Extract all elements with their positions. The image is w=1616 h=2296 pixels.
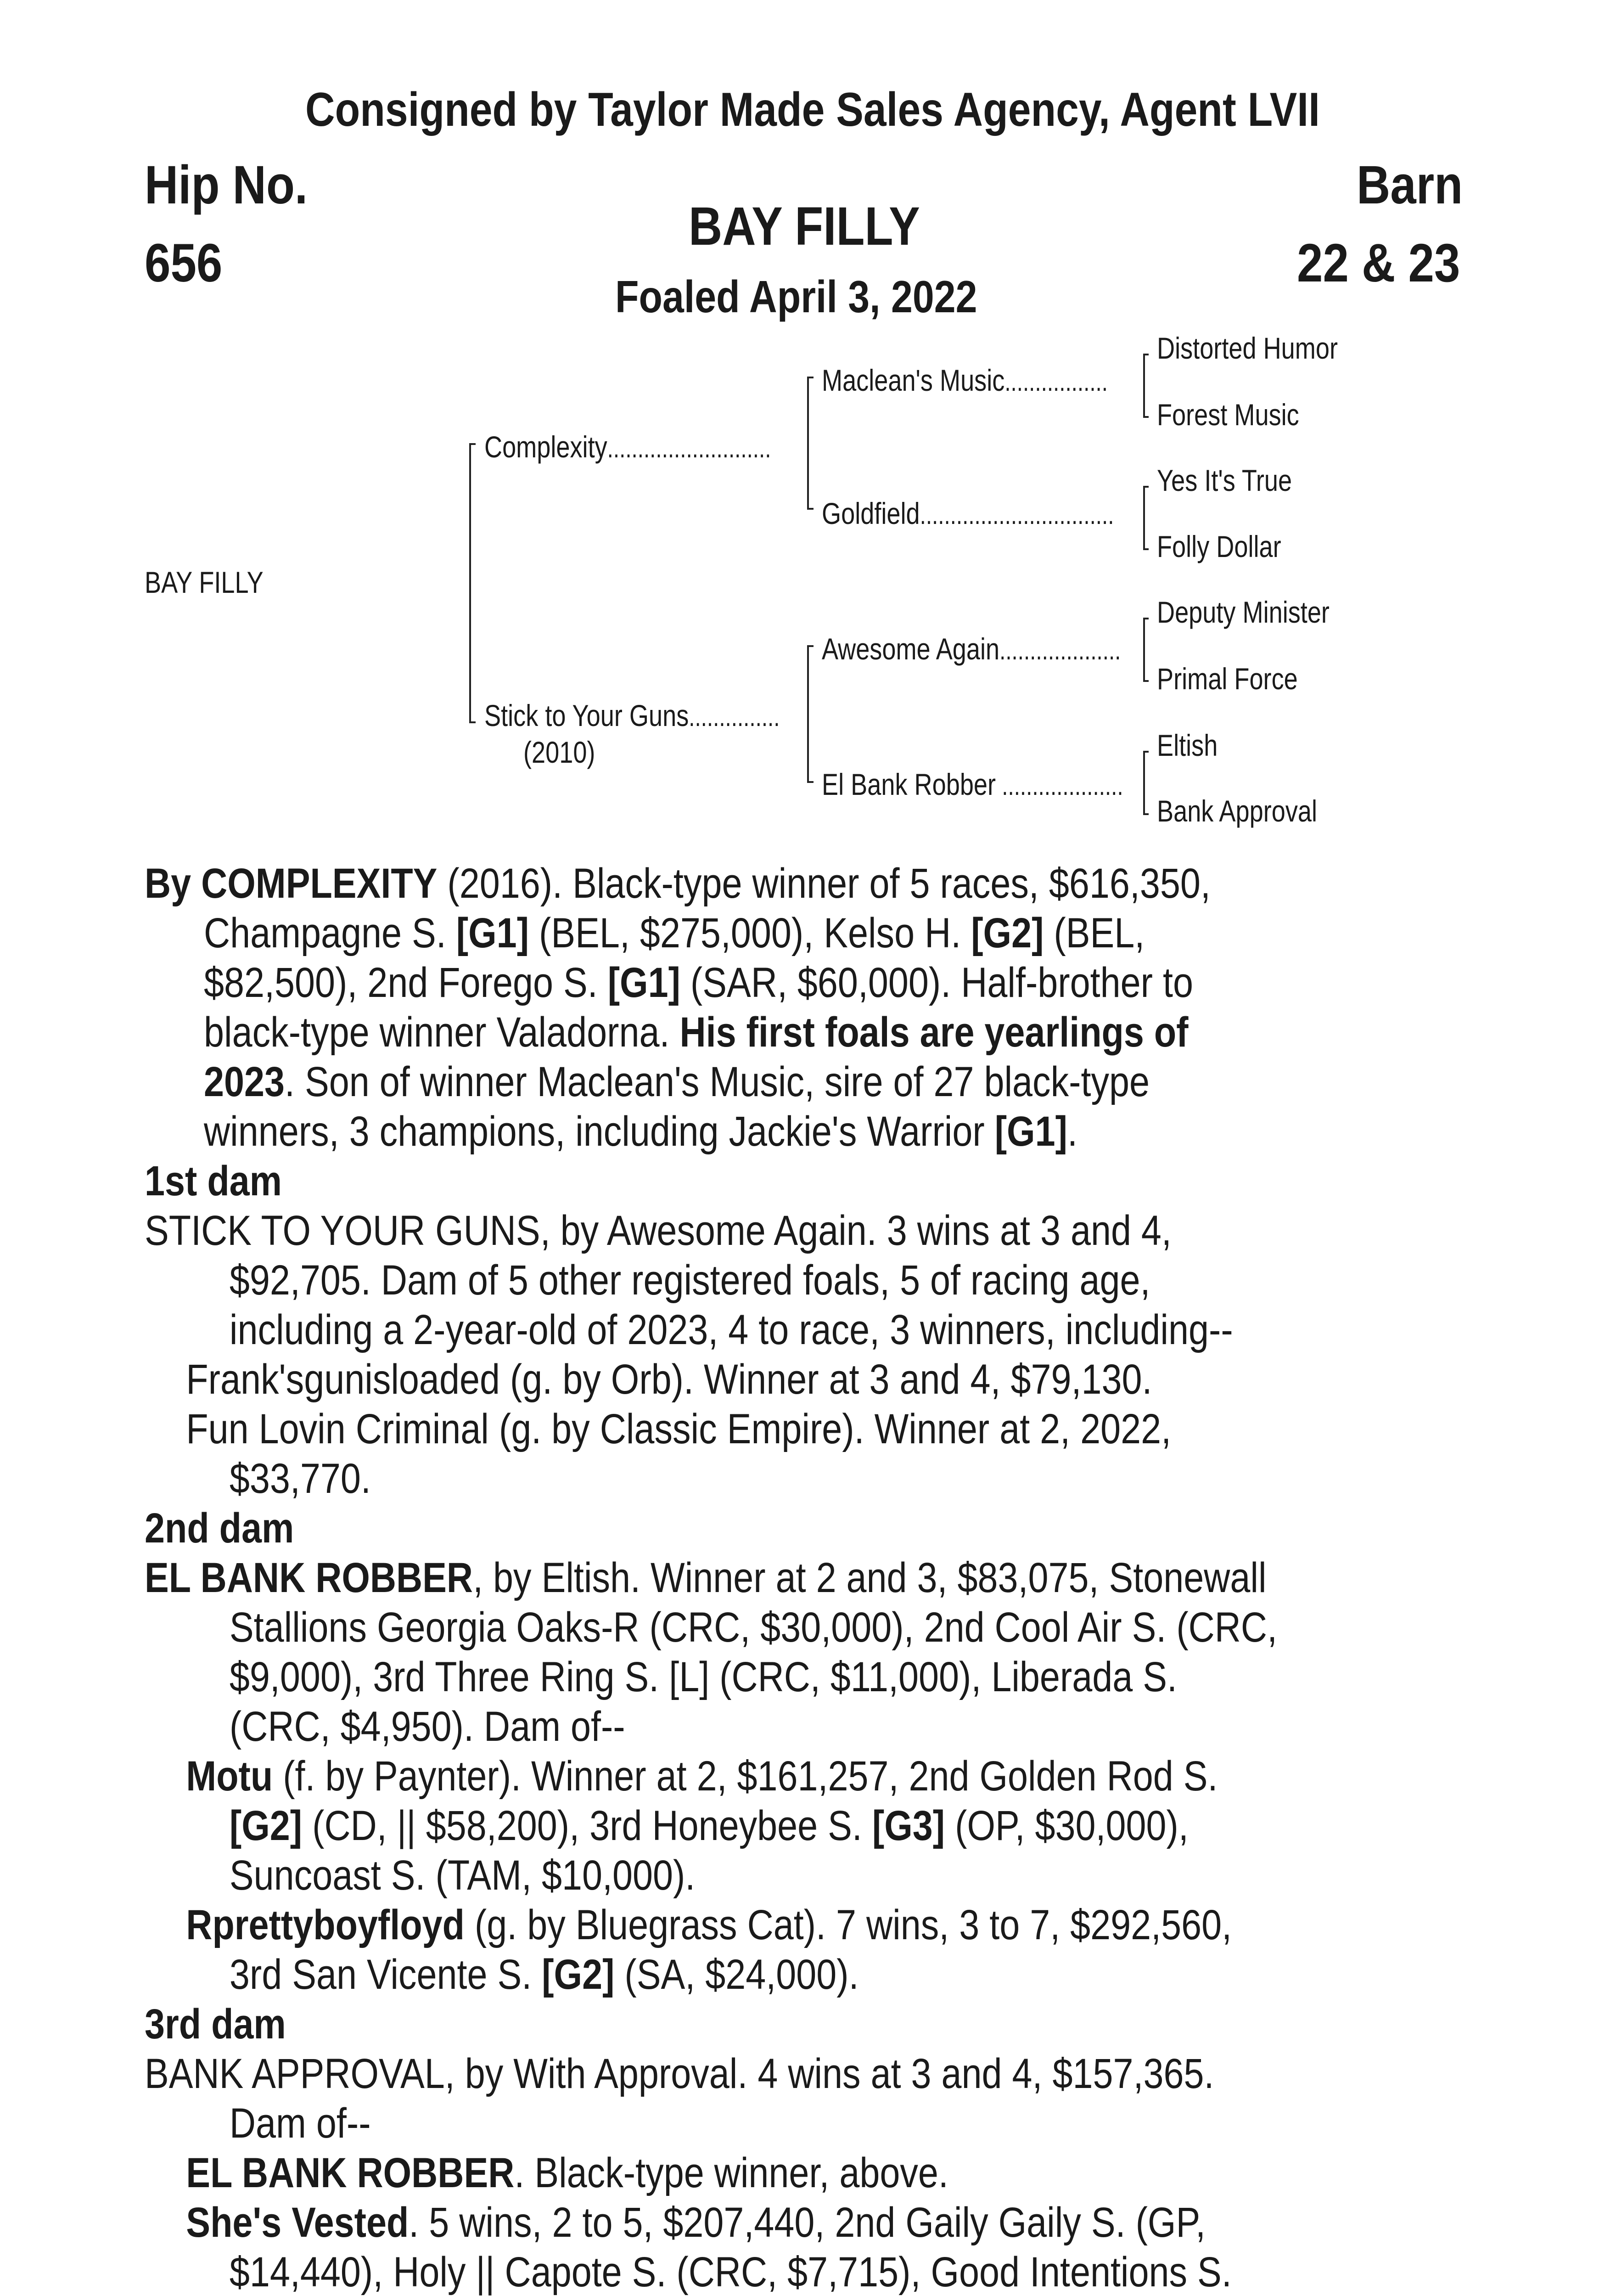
pedigree-ggp: Bank Approval (1157, 794, 1318, 828)
pedigree-dam-year: (2010) (523, 735, 595, 769)
pedigree-line (1143, 618, 1145, 682)
third-dam-paragraph: BANK APPROVAL, by With Approval. 4 wins at 3 and 4, $157,365. Dam of-- (145, 2050, 1214, 2147)
pedigree-line (807, 508, 814, 510)
second-dam-foal: Motu (f. by Paynter). Winner at 2, $161,257, 2nd Golden Rod S. [G2] (CD, || $58,200), 3rd Honeybee S. [G3] (OP, $30,000), Suncoast S. (TAM, $10,000). (186, 1753, 1218, 1899)
pedigree-sire: Complexity........................... (484, 430, 771, 464)
pedigree-ggp: Folly Dollar (1157, 529, 1281, 563)
pedigree-ggp: Eltish (1157, 728, 1218, 762)
pedigree-ggp: Forest Music (1157, 398, 1299, 432)
pedigree-line (1143, 354, 1145, 418)
second-dam-heading: 2nd dam (145, 1505, 294, 1552)
pedigree-line (1143, 486, 1149, 488)
pedigree-ggp: Yes It's True (1157, 463, 1292, 497)
pedigree-dam: Stick to Your Guns............... (484, 698, 780, 732)
pedigree-line (1143, 416, 1149, 418)
pedigree-line (1143, 813, 1149, 815)
pedigree-ggp: Deputy Minister (1157, 595, 1330, 629)
pedigree-line (469, 721, 476, 723)
second-dam-foal: Rprettyboyfloyd (g. by Bluegrass Cat). 7 wins, 3 to 7, $292,560, 3rd San Vicente S. [G2] (SA, $24,000). (186, 1902, 1232, 1998)
pedigree-ggp: Distorted Humor (1157, 331, 1338, 365)
pedigree-subject: BAY FILLY (145, 565, 264, 599)
pedigree-ggp: Primal Force (1157, 662, 1298, 696)
pedigree-line (807, 377, 809, 510)
pedigree-line (807, 377, 814, 378)
pedigree-sire-dam: Goldfield................................ (822, 496, 1114, 530)
third-dam-foal: EL BANK ROBBER. Black-type winner, above. (186, 2150, 948, 2196)
pedigree-line (1143, 751, 1145, 815)
foaled-date: Foaled April 3, 2022 (615, 271, 977, 322)
page-title: BAY FILLY (689, 196, 920, 257)
pedigree-line (469, 443, 476, 445)
pedigree-line (1143, 618, 1149, 619)
pedigree-sire-sire: Maclean's Music................. (822, 363, 1108, 397)
pedigree-line (807, 645, 814, 647)
pedigree-dam-sire: Awesome Again.................... (822, 632, 1121, 666)
first-dam-heading: 1st dam (145, 1158, 282, 1204)
hip-label: Hip No. (145, 155, 308, 215)
pedigree-line (807, 645, 809, 783)
pedigree-line (1143, 680, 1149, 682)
barn-number: 22 & 23 (1297, 233, 1460, 293)
second-dam-paragraph: EL BANK ROBBER, by Eltish. Winner at 2 and 3, $83,075, Stonewall Stallions Georgia Oaks-R (CRC, $30,000), 2nd Cool Air S. (CRC, $9,000), 3rd Three Ring S. [L] (CRC, $11,000), Liberada S. (CRC, $4,950). Dam of-- (145, 1554, 1278, 1750)
pedigree-line (1143, 548, 1149, 550)
pedigree-line (807, 781, 814, 783)
third-dam-heading: 3rd dam (145, 2001, 286, 2048)
barn-label: Barn (1357, 155, 1463, 215)
pedigree-line (1143, 486, 1145, 550)
first-dam-foal: Fun Lovin Criminal (g. by Classic Empire). Winner at 2, 2022, $33,770. (186, 1406, 1172, 1502)
third-dam-foal: She's Vested. 5 wins, 2 to 5, $207,440, 2nd Gaily Gaily S. (GP, $14,440), Holy || Capote S. (CRC, $7,715), Good Intentions S. (186, 2199, 1232, 2296)
pedigree-line (1143, 751, 1149, 753)
first-dam-foal: Frank'sgunisloaded (g. by Orb). Winner at 3 and 4, $79,130. (186, 1356, 1152, 1403)
pedigree-dam-dam: El Bank Robber .................... (822, 767, 1123, 801)
pedigree-line (1143, 354, 1149, 355)
catalog-body (145, 859, 1282, 2296)
pedigree-line (469, 443, 471, 723)
first-dam-paragraph: STICK TO YOUR GUNS, by Awesome Again. 3 wins at 3 and 4, $92,705. Dam of 5 other registered foals, 5 of racing age, including a 2-year-old of 2023, 4 to race, 3 winners, including-- (145, 1207, 1233, 1353)
sire-paragraph: By COMPLEXITY (2016). Black-type winner of 5 races, $616,350, Champagne S. [G1] (BEL, $275,000), Kelso H. [G2] (BEL, $82,500), 2nd Forego S. [G1] (SAR, $60,000). Half-brother to black-type winner Valadorna. His first foals are yearlings of 2023. Son of winner Maclean's Music, sire of 27 black-type winners, 3 champions, including Jackie's Warrior [G1]. (145, 860, 1211, 1155)
consignor-line: Consigned by Taylor Made Sales Agency, Agent LVII (305, 83, 1320, 136)
hip-number: 656 (145, 233, 223, 293)
